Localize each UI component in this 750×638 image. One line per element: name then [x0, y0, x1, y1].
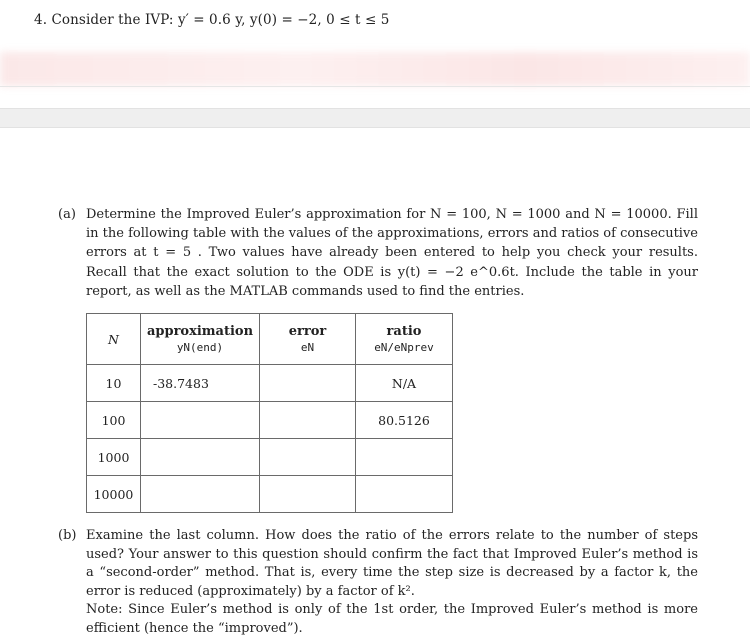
cell-error[interactable]	[260, 402, 356, 439]
table-header-row	[87, 314, 453, 365]
scrollbar-band	[0, 108, 750, 128]
header-error: error eN	[260, 314, 356, 365]
cell-n: 1000	[87, 439, 141, 476]
cell-error[interactable]	[260, 476, 356, 513]
redacted-blur-band	[0, 52, 750, 86]
cell-error[interactable]	[260, 439, 356, 476]
cell-ratio[interactable]: 80.5126	[356, 402, 453, 439]
header-n: N	[87, 314, 141, 365]
part-a-text: Determine the Improved Euler’s approximation for N = 100, N = 1000 and N = 10000. Fill in the following table with the values of the approximations, errors and ratios of consecutive errors at t = 5 . Two values have already been entered to help you check your results. Recall that the exact solution to the ODE is y(t) = −2 e^0.6t. Include the table in your report, as well as the MATLAB commands used to find the entries.	[86, 207, 698, 299]
part-a	[58, 205, 698, 301]
cell-error[interactable]	[260, 365, 356, 402]
part-b-label: (b)	[58, 528, 77, 543]
cell-ratio[interactable]: N/A	[356, 365, 453, 402]
results-table	[86, 313, 453, 513]
part-b-text: Examine the last column. How does the ratio of the errors relate to the number of steps used? Your answer to this question should confirm the fact that Improved Euler’s method is a “second-order” method. That is, every time the step size is decreased by a factor k, the error is reduced (approximately) by a factor of k².	[86, 528, 698, 599]
cell-approx[interactable]	[141, 439, 260, 476]
cell-n: 100	[87, 402, 141, 439]
cell-approx[interactable]	[141, 402, 260, 439]
header-ratio: ratio eN/eNprev	[356, 314, 453, 365]
cell-approx[interactable]	[141, 476, 260, 513]
table-row	[87, 439, 453, 476]
part-b	[58, 527, 698, 638]
cell-n: 10	[87, 365, 141, 402]
part-a-label: (a)	[58, 207, 76, 222]
divider-line	[0, 86, 750, 87]
cell-ratio[interactable]	[356, 476, 453, 513]
part-b-note: Note: Since Euler’s method is only of the 1st order, the Improved Euler’s method is more efficient (hence the “improved”).	[86, 602, 698, 636]
cell-ratio[interactable]	[356, 439, 453, 476]
table-row	[87, 402, 453, 439]
cell-n: 10000	[87, 476, 141, 513]
cell-approx[interactable]: -38.7483	[141, 365, 260, 402]
table-row	[87, 365, 453, 402]
question-title: 4. Consider the IVP: y′ = 0.6 y, y(0) = −2, 0 ≤ t ≤ 5	[34, 12, 390, 28]
table-row	[87, 476, 453, 513]
header-approximation: approximation yN(end)	[141, 314, 260, 365]
